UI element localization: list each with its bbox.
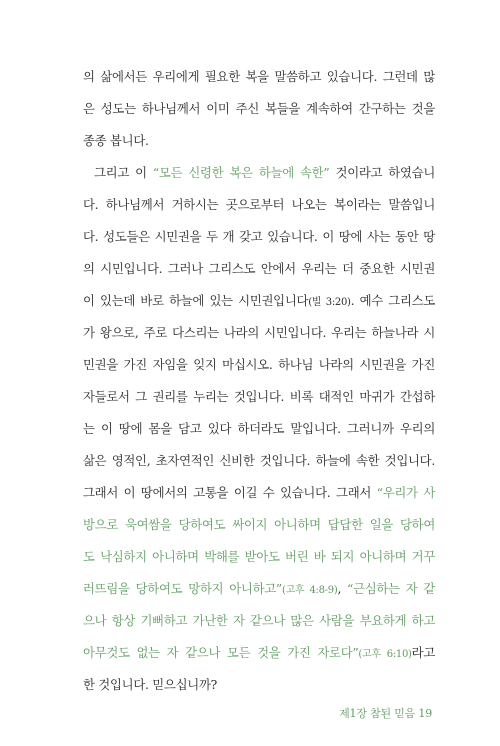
chapter-label: 제1장 <box>339 707 367 720</box>
text-line <box>83 573 435 605</box>
text-segment: 종종 봅니다. <box>83 133 149 148</box>
text-line <box>83 669 435 701</box>
text-line <box>83 413 435 445</box>
text-line <box>83 253 435 285</box>
text-segment: 그리고 이 <box>94 165 153 180</box>
text-segment: (빌 3:20) <box>308 297 351 308</box>
page-footer <box>339 705 432 721</box>
text-line <box>83 605 435 637</box>
text-segment: 삶은 영적인, 초자연적인 신비한 것입니다. 하늘에 속한 것입니다. <box>83 453 435 468</box>
text-segment: 의 시민입니다. 그러나 그리스도 안에서 우리는 더 중요한 시민권 <box>83 261 435 276</box>
scripture-quote: 러뜨림을 당하여도 망하지 아니하고” <box>83 581 282 596</box>
scripture-quote: “모든 신령한 복은 하늘에 속한” <box>152 165 330 180</box>
text-line <box>83 637 435 669</box>
text-line <box>83 93 435 125</box>
text-segment: 한 것입니다. 믿으십니까? <box>83 677 217 692</box>
text-line <box>83 157 435 189</box>
scripture-quote: 도 낙심하지 아니하며 박해를 받아도 버린 바 되지 아니하며 거꾸 <box>83 549 435 564</box>
text-segment: 는 이 땅에 몸을 담고 있다 하더라도 말입니다. 그러니까 우리의 <box>83 421 435 436</box>
text-line <box>83 285 435 317</box>
page-number: 19 <box>418 707 432 720</box>
text-segment: 다. 성도들은 시민권을 두 개 갖고 있습니다. 이 땅에 사는 동안 땅 <box>83 229 435 244</box>
text-line <box>83 349 435 381</box>
text-line <box>83 61 435 93</box>
scripture-quote: 방으로 욱여쌈을 당하여도 싸이지 아니하며 답답한 일을 당하여 <box>83 517 435 532</box>
text-segment: 자들로서 그 권리를 누리는 것입니다. 비록 대적인 마귀가 간섭하 <box>83 389 435 404</box>
text-line <box>83 189 435 221</box>
body-text <box>83 61 435 701</box>
text-segment: 다. 하나님께서 거하시는 곳으로부터 나오는 복이라는 말씀입니 <box>83 197 435 212</box>
text-line <box>83 477 435 509</box>
text-line <box>83 221 435 253</box>
scripture-quote: “근심하는 자 같 <box>347 581 436 596</box>
section-title: 참된 믿음 <box>370 707 416 720</box>
text-segment: 것이라고 하였습니 <box>329 165 435 180</box>
text-segment: 라고 <box>411 645 435 660</box>
scripture-quote: “우리가 사 <box>376 485 435 500</box>
text-segment: 가 왕으로, 주로 다스리는 나라의 시민입니다. 우리는 하늘나라 시 <box>83 325 435 340</box>
scripture-quote: 아무것도 없는 자 같으나 모든 것을 가진 자로다” <box>83 645 359 660</box>
text-segment: 은 성도는 하나님께서 이미 주신 복들을 계속하여 간구하는 것을 <box>83 101 435 116</box>
text-line <box>83 509 435 541</box>
text-segment: 이 있는데 바로 하늘에 있는 시민권입니다 <box>83 293 309 308</box>
text-line <box>83 125 435 157</box>
text-line <box>83 317 435 349</box>
text-segment: 의 삶에서든 우리에게 필요한 복을 말씀하고 있습니다. 그런데 많 <box>83 69 435 84</box>
text-line <box>83 381 435 413</box>
scripture-quote: 으나 항상 기뻐하고 가난한 자 같으나 많은 사람을 부요하게 하고 <box>83 613 435 628</box>
scripture-quote: (고후 4:8-9) <box>281 585 338 596</box>
text-segment: 민권을 가진 자임을 잊지 마십시오. 하나님 나라의 시민권을 가진 <box>83 357 435 372</box>
text-line <box>83 541 435 573</box>
text-line <box>83 445 435 477</box>
text-segment: . 예수 그리스도 <box>350 293 435 308</box>
scripture-quote: (고후 6:10) <box>358 649 412 660</box>
text-segment: 그래서 이 땅에서의 고통을 이길 수 있습니다. 그래서 <box>83 485 377 500</box>
text-segment: , <box>337 581 348 596</box>
